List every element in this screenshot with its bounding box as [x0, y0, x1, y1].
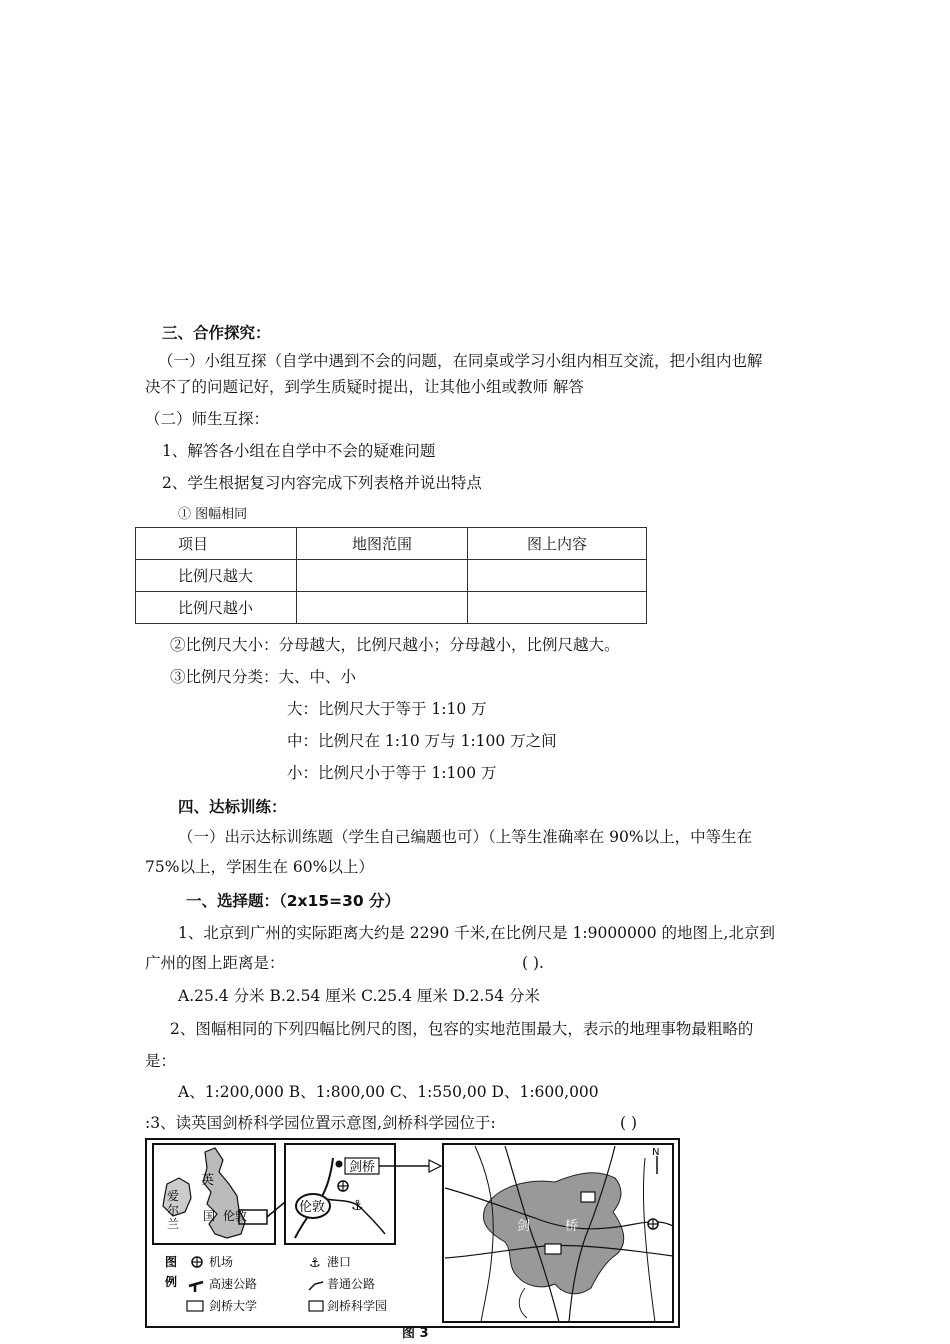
scale-table [135, 527, 647, 624]
table-cell: 比例尺越大 [136, 560, 297, 592]
q1-blank: ( ). [522, 954, 544, 972]
label-jian: 剑 [517, 1219, 531, 1234]
table-cell [297, 592, 468, 624]
legend-sciencepark: 剑桥科学园 [327, 1299, 388, 1313]
section4-intro-line2: 75%以上，学困生在 60%以上） [145, 858, 374, 876]
sciencepark-marker [581, 1192, 595, 1202]
section3-p1-line2: 决不了的问题记好，到学生质疑时提出，让其他小组或教师 解答 [145, 378, 584, 396]
table-cell [468, 592, 647, 624]
legend-university-icon [187, 1301, 203, 1311]
q2-line2: 是： [145, 1052, 177, 1070]
q3-blank: ( ) [620, 1114, 638, 1132]
legend-airport: 机场 [209, 1255, 234, 1269]
label-qiao: 桥 [565, 1219, 579, 1234]
label-er: 尔 [167, 1203, 180, 1217]
q2-line1: 2、图幅相同的下列四幅比例尺的图，包容的实地范围最大，表示的地理事物最粗略的 [170, 1020, 754, 1038]
table-header-cell: 项目 [136, 528, 297, 560]
table-cell: 比例尺越小 [136, 592, 297, 624]
table-row [136, 560, 647, 592]
legend-highway: 高速公路 [209, 1277, 258, 1291]
section3-p1-line1: （一）小组互探（自学中遇到不会的问题，在同桌或学习小组内相互交流，把小组内也解 [158, 352, 763, 370]
label-jianqiao: 剑桥 [349, 1160, 376, 1175]
section3-sub1: ① 图幅相同 [178, 507, 248, 522]
q2-options: A、1:200,000 B、1:800,00 C、1:550,00 D、1:600,000 [178, 1083, 599, 1101]
label-lan: 兰 [167, 1217, 180, 1231]
section3-item1: 1、解答各小组在自学中不会的疑难问题 [162, 442, 436, 460]
q1-line1: 1、北京到广州的实际距离大约是 2290 千米,在比例尺是 1:9000000 的地图上,北京到 [178, 924, 775, 942]
table-row [136, 592, 647, 624]
figure-caption: 图 3 [402, 1326, 429, 1341]
section4-intro-line1: （一）出示达标训练题（学生自己编题也可）（上等生准确率在 90%以上，中等生在 [178, 828, 753, 846]
university-marker [545, 1244, 561, 1254]
label-ying: 英 [201, 1173, 215, 1188]
port-icon: ⚓ [351, 1198, 364, 1214]
legend-li: 例 [165, 1275, 178, 1289]
label-lundun-2: 伦敦 [299, 1200, 326, 1215]
class-large: 大：比例尺大于等于 1:10 万 [287, 700, 487, 718]
section3-sub3: ③比例尺分类：大、中、小 [170, 668, 357, 686]
legend-port: 港口 [327, 1255, 352, 1269]
legend-road: 普通公路 [327, 1277, 376, 1291]
q1-options: A.25.4 分米 B.2.54 厘米 C.25.4 厘米 D.2.54 分米 [178, 987, 541, 1005]
class-mid: 中：比例尺在 1:10 万与 1:100 万之间 [287, 732, 557, 750]
choice-title: 一、选择题：（2x15=30 分） [186, 892, 401, 910]
section3-title: 三、合作探究： [162, 324, 271, 342]
class-small: 小：比例尺小于等于 1:100 万 [287, 764, 497, 782]
legend-sciencepark-icon [309, 1301, 323, 1311]
q1-line2: 广州的图上距离是： [145, 954, 285, 972]
legend-port-icon: ⚓ [309, 1256, 321, 1271]
table-cell [468, 560, 647, 592]
section3-p2: （二）师生互探： [145, 410, 270, 428]
label-guo: 国 [203, 1209, 216, 1223]
section3-sub2: ②比例尺大小：分母越大，比例尺越小；分母越小，比例尺越大。 [170, 636, 620, 654]
legend-university: 剑桥大学 [209, 1299, 258, 1313]
legend-tu: 图 [165, 1255, 178, 1269]
table-header-cell: 图上内容 [468, 528, 647, 560]
section3-item2: 2、学生根据复习内容完成下列表格并说出特点 [162, 474, 482, 492]
label-north: N [652, 1147, 660, 1158]
table-header-row [136, 528, 647, 560]
cambridge-map-figure [145, 1138, 680, 1328]
q3-text: :3、读英国剑桥科学园位置示意图,剑桥科学园位于: [145, 1114, 496, 1132]
label-aier: 爱 [167, 1189, 180, 1203]
table-header-cell: 地图范围 [297, 528, 468, 560]
section4-title: 四、达标训练： [178, 798, 287, 816]
table-cell [297, 560, 468, 592]
label-lundun: 伦敦 [223, 1209, 248, 1223]
cambridge-dot [336, 1161, 343, 1168]
